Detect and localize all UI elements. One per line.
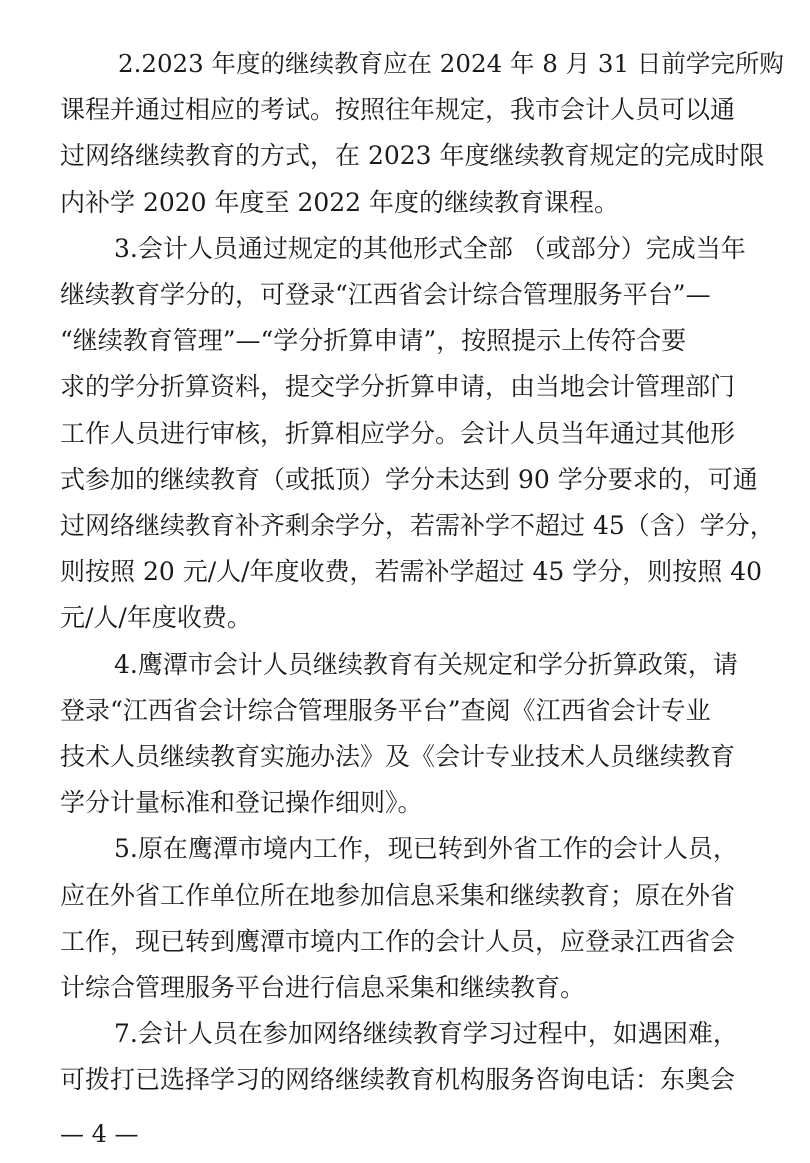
- para-5-line-4: 计综合管理服务平台进行信息采集和继续教育。: [60, 973, 586, 1002]
- para-3-line-3: “继续教育管理”—“学分折算申请”，按照提示上传符合要: [60, 326, 687, 356]
- para-2-line-2: 课程并通过相应的考试。按照往年规定，我市会计人员可以通: [60, 95, 736, 125]
- page-number: — 4 —: [60, 1120, 139, 1148]
- para-2-line-1: 2.2023 年度的继续教育应在 2024 年 8 月 31 日前学完所购: [118, 49, 784, 78]
- para-5-line-2: 应在外省工作单位所在地参加信息采集和继续教育；原在外省: [60, 880, 736, 910]
- para-4-line-3: 技术人员继续教育实施办法》及《会计专业技术人员继续教育: [60, 742, 736, 771]
- para-3-line-4: 求的学分折算资料，提交学分折算申请，由当地会计管理部门: [60, 372, 736, 402]
- para-3-line-9: 元/人/年度收费。: [60, 603, 252, 633]
- para-3-line-7: 过网络继续教育补齐剩余学分，若需补学不超过 45（含）学分，: [60, 511, 775, 540]
- para-4-line-4: 学分计量标准和登记操作细则》。: [60, 788, 423, 818]
- para-3-line-6: 式参加的继续教育（或抵顶）学分未达到 90 学分要求的，可通: [60, 464, 758, 494]
- para-3-line-5: 工作人员进行审核，折算相应学分。会计人员当年通过其他形: [60, 418, 736, 448]
- para-5-line-1: 5.原在鹰潭市境内工作，现已转到外省工作的会计人员，: [114, 834, 738, 864]
- para-3-line-2: 继续教育学分的，可登录“江西省会计综合管理服务平台”—: [60, 280, 711, 309]
- para-3-line-1: 3.会计人员通过规定的其他形式全部 （或部分）完成当年: [114, 233, 746, 263]
- para-2-line-3: 过网络继续教育的方式，在 2023 年度继续教育规定的完成时限: [60, 141, 765, 171]
- para-3-line-8: 则按照 20 元/人/年度收费，若需补学超过 45 学分，则按照 40: [60, 557, 763, 587]
- para-2-line-4: 内补学 2020 年度至 2022 年度的继续教育课程。: [60, 187, 620, 217]
- para-5-line-3: 工作，现已转到鹰潭市境内工作的会计人员，应登录江西省会: [60, 926, 736, 956]
- para-7-line-2: 可拨打已选择学习的网络继续教育机构服务咨询电话：东奥会: [60, 1065, 736, 1095]
- para-7-line-1: 7.会计人员在参加网络继续教育学习过程中，如遇困难，: [114, 1019, 738, 1049]
- para-4-line-1: 4.鹰潭市会计人员继续教育有关规定和学分折算政策，请: [114, 649, 738, 679]
- para-4-line-2: 登录“江西省会计综合管理服务平台”查阅《江西省会计专业: [60, 695, 711, 725]
